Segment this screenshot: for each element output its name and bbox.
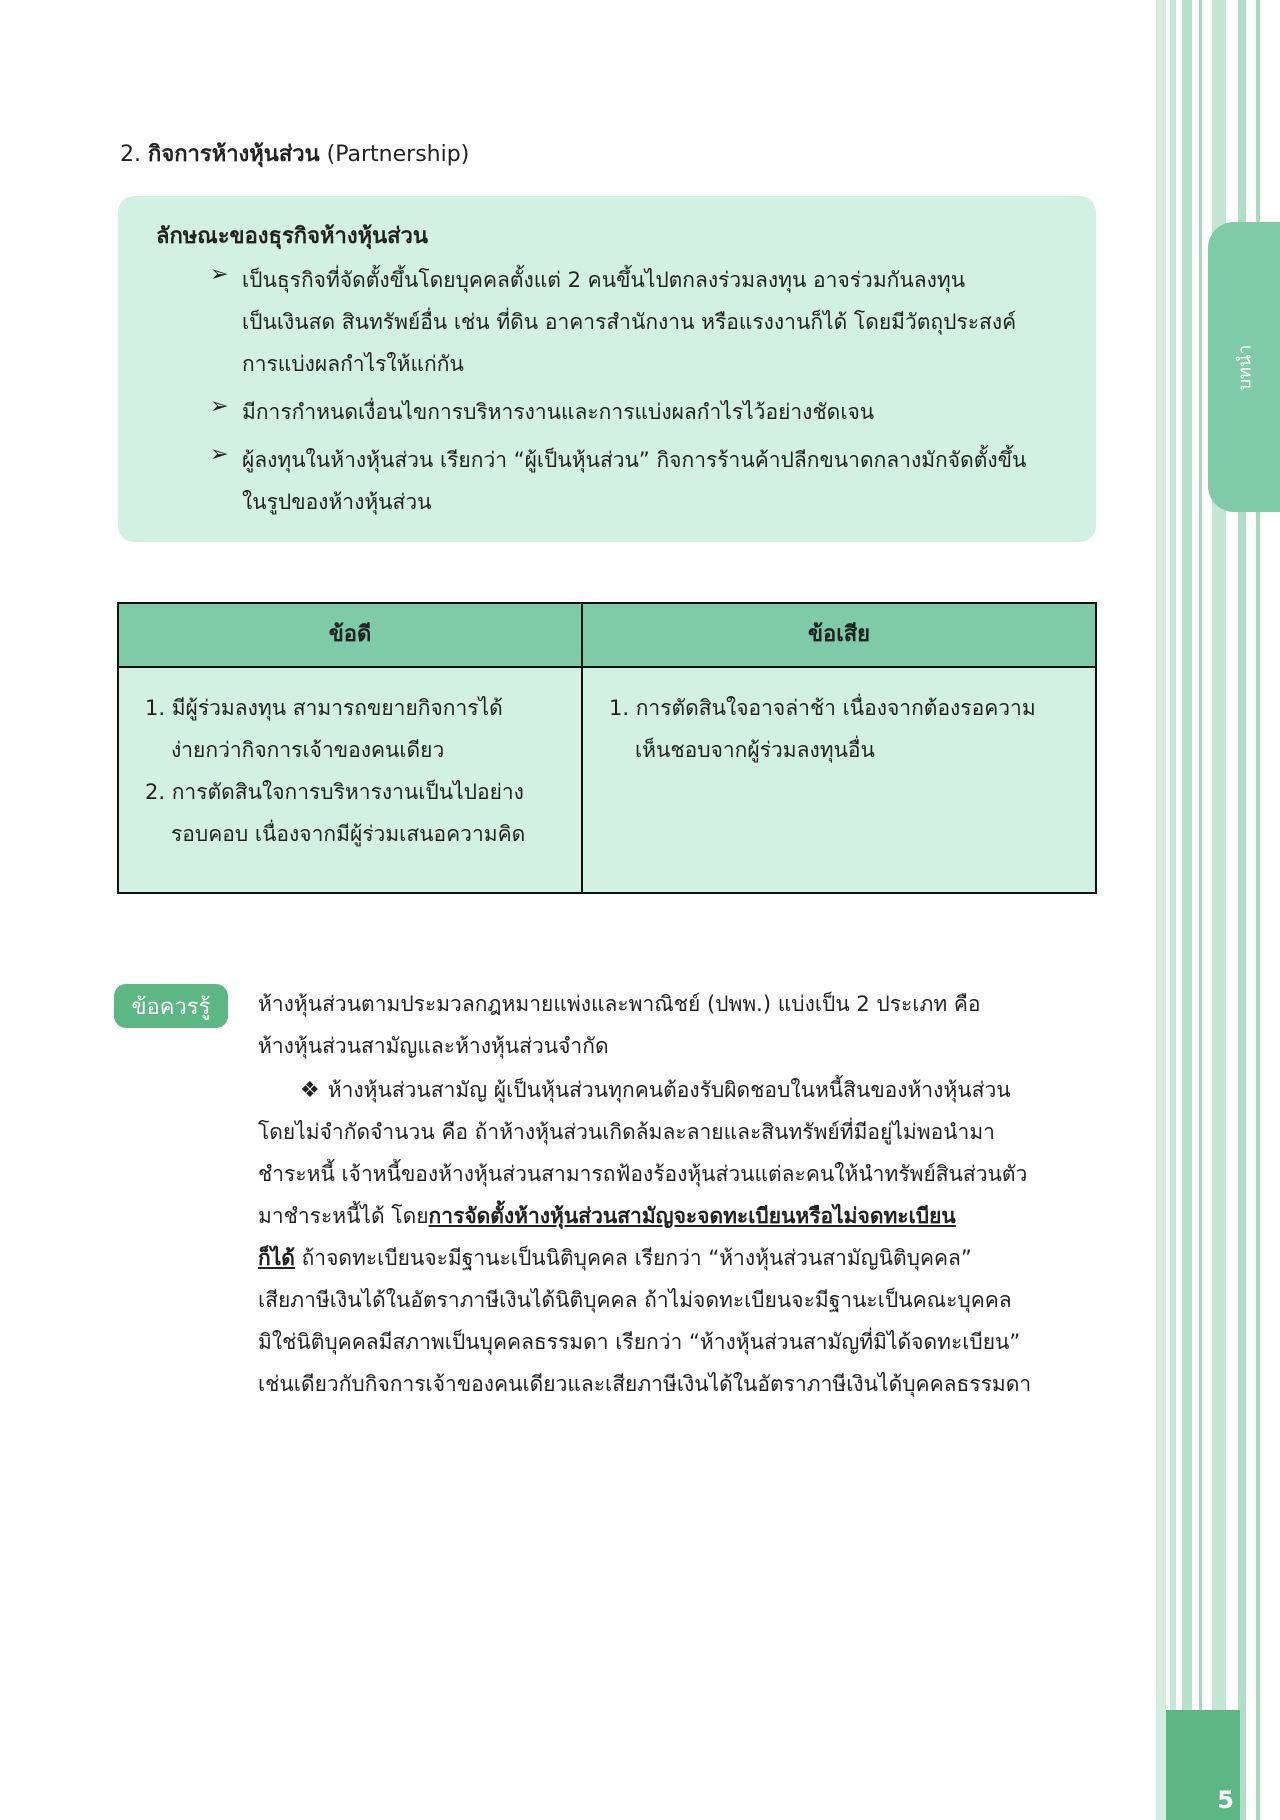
knowledge-para-line2: โดยไม่จำกัดจำนวน คือ ถ้าห้างหุ้นส่วนเกิดล้มละลายและสินทรัพย์ที่มีอยู่ไม่พอนำมา [258,1120,995,1144]
knowledge-para-line8: เช่นเดียวกับกิจการเจ้าของคนเดียวและเสียภาษีเงินได้ในอัตราภาษีเงินได้บุคคลธรรมดา [258,1372,1032,1396]
bullet1-line3: การแบ่งผลกำไรให้แก่กัน [242,352,464,376]
bullet1-line1: เป็นธุรกิจที่จัดตั้งขึ้นโดยบุคคลตั้งแต่ 2 คนขึ้นไปตกลงร่วมลงทุน อาจร่วมกันลงทุน [242,268,966,292]
characteristics-title: ลักษณะของธุรกิจห้างหุ้นส่วน [156,224,428,249]
advantage-2-line2: รอบคอบ เนื่องจากมีผู้ร่วมเสนอความคิด [171,822,526,846]
advantage-2-line1: 2. การตัดสินใจการบริหารงานเป็นไปอย่าง [145,780,524,804]
diamond-bullet-icon: ❖ [300,1078,320,1103]
para-line1-text: ห้างหุ้นส่วนสามัญ ผู้เป็นหุ้นส่วนทุกคนต้องรับผิดชอบในหนี้สินของห้างหุ้นส่วน [327,1078,1011,1102]
pros-cons-table [117,602,1097,894]
edge-stripe [1156,0,1166,1820]
chapter-tab-label: บทนำ [1234,344,1256,390]
knowledge-para-line1 [300,1074,1011,1107]
disadvantages-header: ข้อเสีย [807,622,871,647]
edge-stripe [1182,0,1192,1820]
edge-stripe [1170,0,1176,1820]
page-number: 5 [1217,1786,1234,1814]
heading-title: กิจการห้างหุ้นส่วน [148,142,320,167]
bullet1-line2: เป็นเงินสด สินทรัพย์อื่น เช่น ที่ดิน อาคารสำนักงาน หรือแรงงานก็ได้ โดยมีวัตถุประสงค์ [242,310,1017,334]
chapter-tab-label-wrap [1208,222,1280,512]
knowledge-para-line4 [258,1200,956,1233]
advantage-1-line1: 1. มีผู้ร่วมลงทุน สามารถขยายกิจการได้ [145,696,503,720]
heading-number: 2. [120,142,141,167]
knowledge-para-line5 [258,1242,972,1275]
para-line4-pre: มาชำระหนี้ได้ โดย [258,1204,429,1228]
knowledge-intro-line1: ห้างหุ้นส่วนตามประมวลกฎหมายแพ่งและพาณิชย์ (ปพพ.) แบ่งเป็น 2 ประเภท คือ [258,992,981,1016]
knowledge-para-line7: มิใช่นิติบุคคลมีสภาพเป็นบุคคลธรรมดา เรียกว่า “ห้างหุ้นส่วนสามัญที่มิได้จดทะเบียน” [258,1330,1021,1354]
edge-stripe [1199,0,1202,1820]
knowledge-para-line6: เสียภาษีเงินได้ในอัตราภาษีเงินได้นิติบุคคล ถ้าไม่จดทะเบียนจะมีฐานะเป็นคณะบุคคล [258,1288,1012,1312]
disadvantage-1-line2: เห็นชอบจากผู้ร่วมลงทุนอื่น [635,738,875,762]
bullet3-line2: ในรูปของห้างหุ้นส่วน [242,490,432,514]
para-line5-rest: ถ้าจดทะเบียนจะมีฐานะเป็นนิติบุคคล เรียกว่า “ห้างหุ้นส่วนสามัญนิติบุคคล” [294,1246,972,1270]
heading-english: (Partnership) [326,142,470,167]
para-line5-emphasis: ก็ได้ [258,1246,295,1270]
arrow-bullet-icon: ➢ [210,442,229,467]
arrow-bullet-icon: ➢ [210,262,229,287]
advantage-1-line2: ง่ายกว่ากิจการเจ้าของคนเดียว [171,738,445,762]
advantages-header: ข้อดี [328,622,372,647]
knowledge-badge: ข้อควรรู้ [114,984,228,1028]
disadvantage-1-line1: 1. การตัดสินใจอาจล่าช้า เนื่องจากต้องรอความ [609,696,1036,720]
bullet3-line1: ผู้ลงทุนในห้างหุ้นส่วน เรียกว่า “ผู้เป็นหุ้นส่วน” กิจการร้านค้าปลีกขนาดกลางมักจัดตั้งขึ้น [242,448,1027,472]
knowledge-para-line3: ชำระหนี้ เจ้าหนี้ของห้างหุ้นส่วนสามารถฟ้องร้องหุ้นส่วนแต่ละคนให้นำทรัพย์สินส่วนตัว [258,1162,1028,1186]
knowledge-intro-line2: ห้างหุ้นส่วนสามัญและห้างหุ้นส่วนจำกัด [258,1034,609,1058]
bullet2: มีการกำหนดเงื่อนไขการบริหารงานและการแบ่งผลกำไรไว้อย่างชัดเจน [242,400,875,424]
section-heading [120,136,469,171]
para-line4-emphasis: การจัดตั้งห้างหุ้นส่วนสามัญจะจดทะเบียนหรือไม่จดทะเบียน [428,1204,956,1228]
arrow-bullet-icon: ➢ [210,394,229,419]
